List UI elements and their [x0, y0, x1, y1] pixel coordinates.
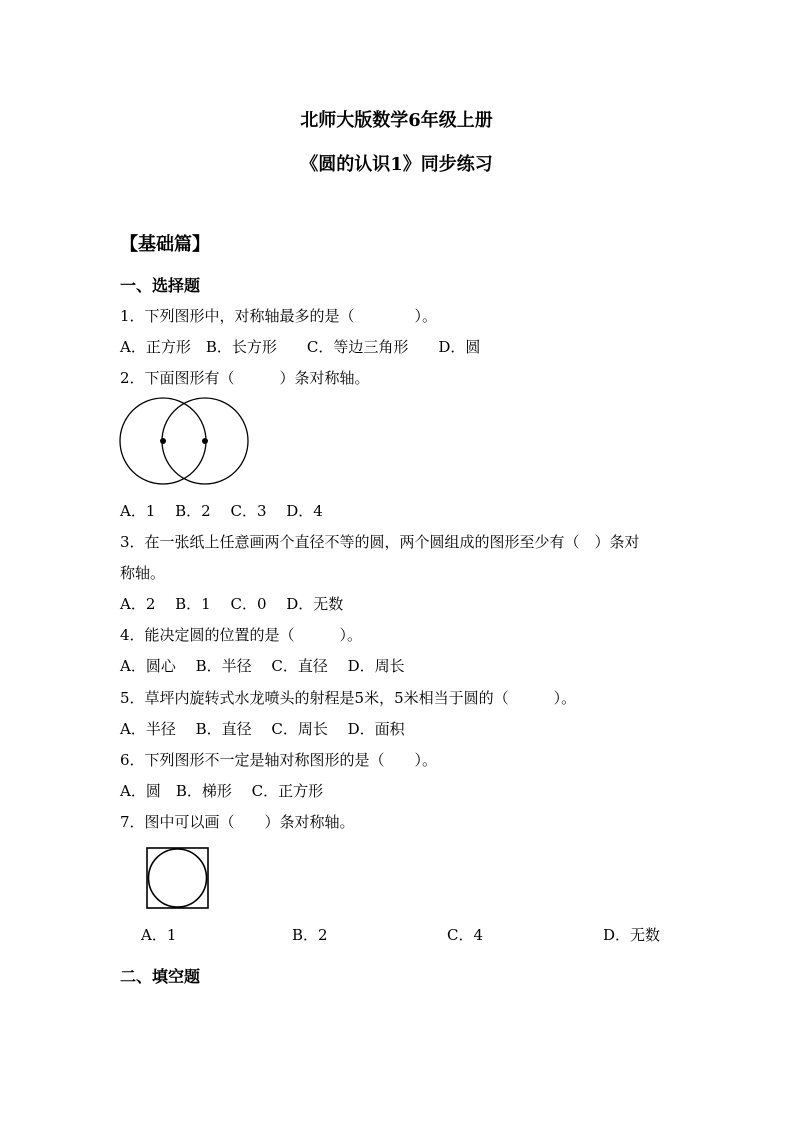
- question-7-text: 7．图中可以画（ ）条对称轴。: [120, 813, 355, 831]
- page-subtitle: 《圆的认识1》同步练习: [300, 154, 493, 175]
- question-7-option-d: D．无数: [603, 926, 661, 944]
- question-7-option-b: B．2: [292, 926, 328, 944]
- question-3-text-line1: 3．在一张纸上任意画两个直径不等的圆，两个圆组成的图形至少有（ ）条对: [120, 533, 640, 551]
- page-title: 北师大版数学6年级上册: [300, 110, 493, 131]
- question-3-options: A．2 B．1 C．0 D．无数: [120, 595, 344, 613]
- question-1-text: 1．下列图形中，对称轴最多的是（ ）。: [120, 307, 438, 325]
- part1-heading: 一、选择题: [120, 276, 201, 295]
- question-2-options: A．1 B．2 C．3 D．4: [120, 502, 323, 520]
- question-3-text-line2: 称轴。: [120, 564, 166, 582]
- circle-in-square-icon: [145, 846, 211, 910]
- question-5-text: 5．草坪内旋转式水龙喷头的射程是5米，5米相当于圆的（ ）。: [120, 689, 577, 707]
- question-7-option-c: C．4: [447, 926, 484, 944]
- question-7-option-a: A．1: [141, 926, 177, 944]
- question-6-text: 6．下列图形不一定是轴对称图形的是（ ）。: [120, 751, 438, 769]
- question-1-options: A．正方形 B．长方形 C．等边三角形 D．圆: [120, 338, 481, 356]
- question-2-text: 2．下面图形有（ ）条对称轴。: [120, 369, 370, 387]
- two-overlapping-circles-icon: [116, 393, 252, 489]
- question-4-options: A．圆心 B．半径 C．直径 D．周长: [120, 657, 405, 675]
- question-5-options: A．半径 B．直径 C．周长 D．面积: [120, 720, 405, 738]
- part2-heading: 二、填空题: [120, 967, 201, 986]
- section-heading-basic: 【基础篇】: [120, 234, 210, 255]
- question-4-text: 4．能决定圆的位置的是（ ）。: [120, 626, 363, 644]
- question-6-options: A．圆 B．梯形 C．正方形: [120, 782, 324, 800]
